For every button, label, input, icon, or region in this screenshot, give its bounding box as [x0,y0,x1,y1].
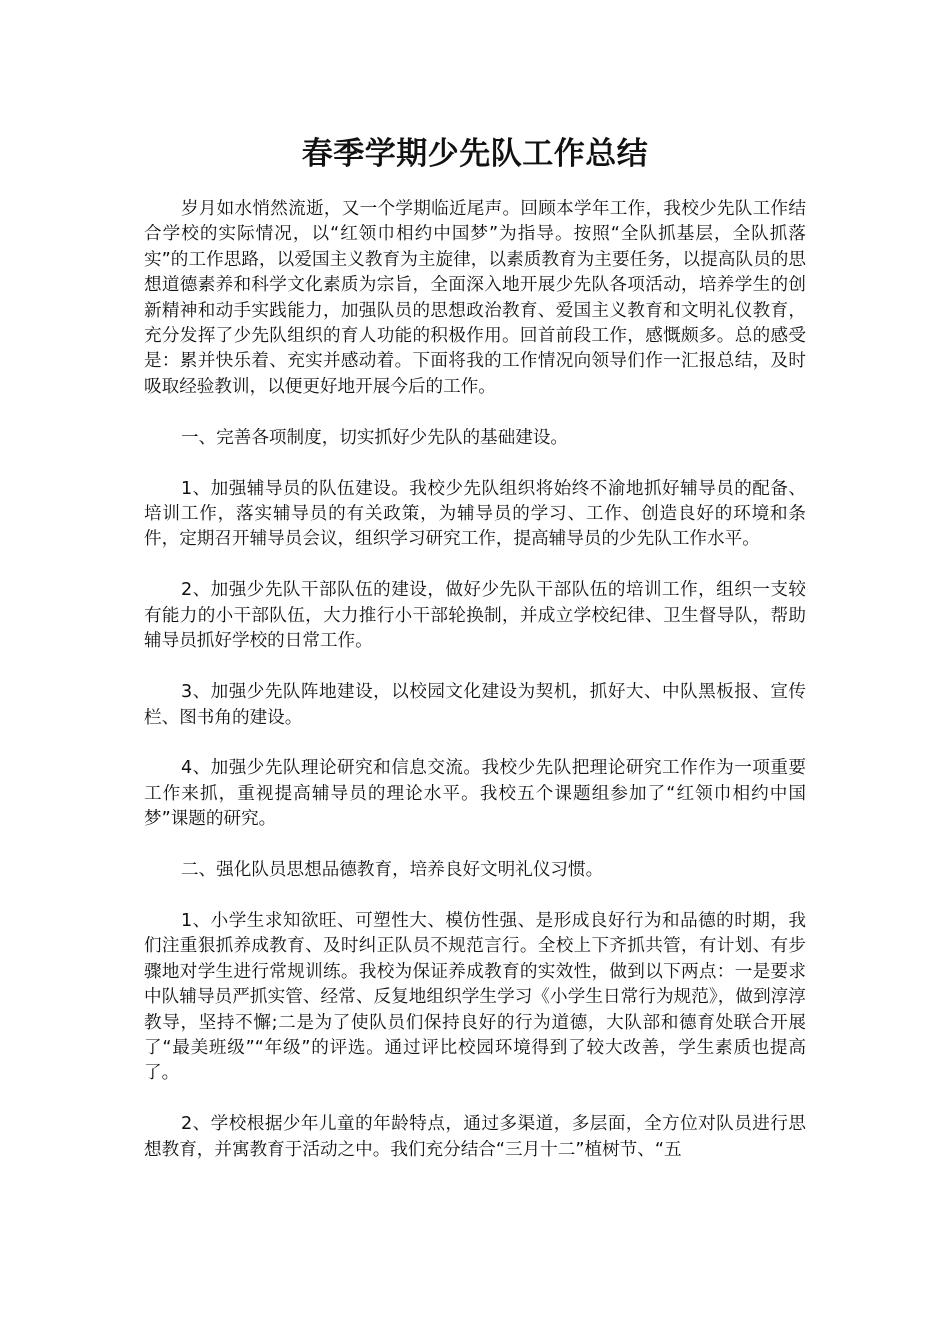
paragraph-1-1: 1、加强辅导员的队伍建设。我校少先队组织将始终不渝地抓好辅导员的配备、培训工作，落实辅导员的有关政策，为辅导员的学习、工作、创造良好的环境和条件，定期召开辅导员会议，组织学习研究工作，提高辅导员的少先队工作水平。 [144,478,806,550]
paragraph-1-3: 3、加强少先队阵地建设，以校园文化建设为契机，抓好大、中队黑板报、宣传栏、图书角的建设。 [144,682,806,728]
paragraph-2-1: 1、小学生求知欲旺、可塑性大、模仿性强、是形成良好行为和品德的时期，我们注重狠抓养成教育、及时纠正队员不规范言行。全校上下齐抓共管，有计划、有步骤地对学生进行常规训练。我校为保证养成教育的实效性，做到以下两点：一是要求中队辅导员严抓实管、经常、反复地组织学生学习《小学生日常行为规范》，做到淳淳教导，坚持不懈;二是为了使队员们保持良好的行为道德，大队部和德育处联合开展了“最美班级”“年级”的评选。通过评比校园环境得到了较大改善，学生素质也提高了。 [144,911,806,1084]
document-title: 春季学期少先队工作总结 [301,136,649,172]
paragraph-2-2: 2、学校根据少年儿童的年龄特点，通过多渠道，多层面，全方位对队员进行思想教育，并寓教育于活动之中。我们充分结合“三月十二”植树节、“五 [144,1114,806,1160]
paragraph-1-2: 2、加强少先队干部队伍的建设，做好少先队干部队伍的培训工作，组织一支较有能力的小干部队伍，大力推行小干部轮换制，并成立学校纪律、卫生督导队，帮助辅导员抓好学校的日常工作。 [144,580,806,652]
document-page [144,0,806,1344]
paragraph-intro: 岁月如水悄然流逝，又一个学期临近尾声。回顾本学年工作，我校少先队工作结合学校的实际情况，以“红领巾相约中国梦”为指导。按照“全队抓基层，全队抓落实”的工作思路，以爱国主义教育为主旋律，以素质教育为主要任务，以提高队员的思想道德素养和科学文化素质为宗旨，全面深入地开展少先队各项活动，培养学生的创新精神和动手实践能力，加强队员的思想政治教育、爱国主义教育和文明礼仪教育，充分发挥了少先队组织的育人功能的积极作用。回首前段工作，感慨颇多。总的感受是：累并快乐着、充实并感动着。下面将我的工作情况向领导们作一汇报总结，及时吸取经验教训，以便更好地开展今后的工作。 [144,199,806,397]
section-heading-1: 一、完善各项制度，切实抓好少先队的基础建设。 [180,427,569,448]
paragraph-1-4: 4、加强少先队理论研究和信息交流。我校少先队把理论研究工作作为一项重要工作来抓，重视提高辅导员的理论水平。我校五个课题组参加了“红领巾相约中国梦”课题的研究。 [144,758,806,830]
section-heading-2: 二、强化队员思想品德教育，培养良好文明礼仪习惯。 [180,860,604,881]
document-body [144,197,806,1189]
